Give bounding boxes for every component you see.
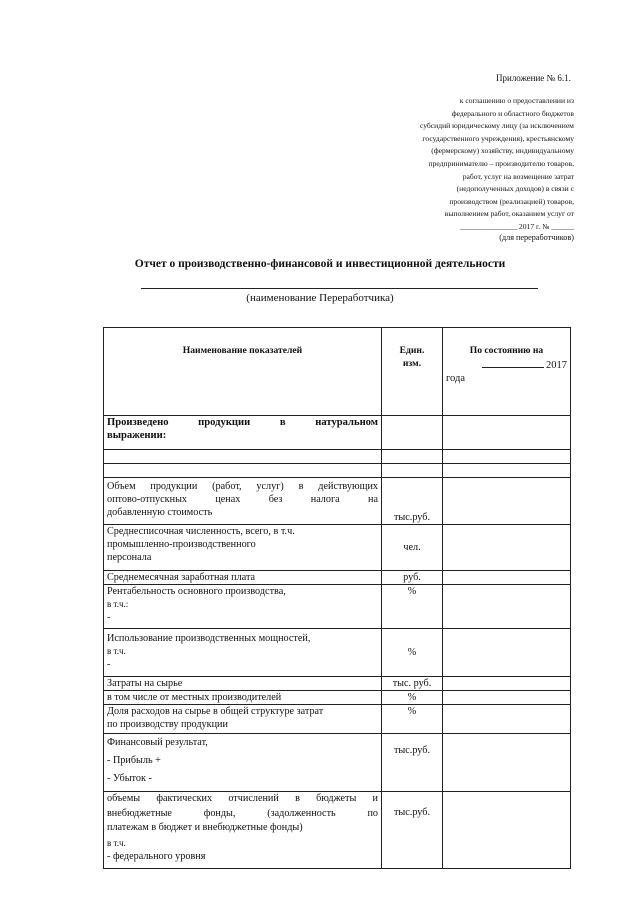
- unit-cell: %: [382, 629, 443, 677]
- table-header-row: [104, 328, 571, 416]
- unit-cell: %: [382, 705, 443, 734]
- agreement-reference: [354, 95, 574, 234]
- as-of-year: 2017: [446, 359, 567, 372]
- table-row: [104, 525, 571, 571]
- value-cell[interactable]: [443, 571, 571, 585]
- value-cell[interactable]: [443, 416, 571, 450]
- unit-cell: тыс.руб.: [382, 734, 443, 792]
- unit-cell: чел.: [382, 525, 443, 571]
- agreement-date-line: _______________ 2017 г. № ______: [460, 221, 574, 231]
- agreement-line: к соглашению о предоставлении из: [459, 96, 574, 105]
- table-row: [104, 734, 571, 792]
- value-cell[interactable]: [443, 629, 571, 677]
- headcount-label: Среднесписочная численность, всего, в т.ч. промышленно-производственного персонала: [104, 525, 382, 571]
- financial-result-label: Финансовый результат, - Прибыль + - Убыток -: [104, 734, 382, 792]
- unit-cell: тыс. руб.: [382, 677, 443, 691]
- for-processors-note: (для переработчиков): [499, 233, 574, 242]
- value-cell[interactable]: [443, 464, 571, 478]
- unit-cell: %: [382, 585, 443, 629]
- table-row: [104, 571, 571, 585]
- salary-label: Среднемесячная заработная плата: [104, 571, 382, 585]
- value-cell[interactable]: [443, 705, 571, 734]
- unit-header: [382, 328, 443, 416]
- date-blank[interactable]: [482, 367, 544, 368]
- value-cell[interactable]: [443, 734, 571, 792]
- agreement-line: государственного учреждения), крестьянскому: [422, 133, 574, 143]
- agreement-line: федерального и областного бюджетов: [451, 108, 574, 118]
- unit-cell: %: [382, 691, 443, 705]
- unit-cell: тыс.руб.: [382, 792, 443, 869]
- agreement-line: работ, услуг на возмещение затрат: [462, 171, 574, 181]
- table-row: [104, 585, 571, 629]
- report-table: [103, 327, 571, 869]
- processor-name-caption: (наименование Переработчика): [246, 292, 394, 304]
- unit-header-line: Един.: [399, 345, 425, 356]
- capacity-label: Использование производственных мощностей, в т.ч. -: [104, 629, 382, 677]
- value-cell[interactable]: [443, 450, 571, 464]
- unit-cell[interactable]: [382, 450, 443, 464]
- table-row: [104, 478, 571, 525]
- deductions-label: объемы фактических отчислений в бюджеты и внебюджетные фонды, (задолженность по платежам в бюджет и внебюджетные фонды) в т.ч. - федерального уровня: [104, 792, 382, 869]
- unit-cell[interactable]: [382, 464, 443, 478]
- agreement-line: предпринимателю – производителю товаров,: [428, 158, 574, 168]
- table-row: [104, 416, 571, 450]
- table-row: [104, 792, 571, 869]
- agreement-line: субсидий юридическому лицу (за исключением: [419, 121, 574, 131]
- volume-label: Объем продукции (работ, услуг) в действующих оптово-отпускных ценах без налога на добавленную стоимость: [104, 478, 382, 525]
- raw-share-label: Доля расходов на сырье в общей структуре затрат по производству продукции: [104, 705, 382, 734]
- table-row: [104, 450, 571, 464]
- value-cell[interactable]: [443, 525, 571, 571]
- unit-cell: руб.: [382, 571, 443, 585]
- table-row: [104, 691, 571, 705]
- blank-cell[interactable]: [104, 464, 382, 478]
- local-producers-label: в том числе от местных производителей: [104, 691, 382, 705]
- agreement-line: выполнением работ, оказанием услуг от: [444, 209, 574, 219]
- value-cell[interactable]: [443, 691, 571, 705]
- value-cell[interactable]: [443, 585, 571, 629]
- unit-header-line: изм.: [402, 358, 422, 369]
- table-row: [104, 677, 571, 691]
- produced-label: Произведено продукции в натуральном выражении:: [104, 416, 382, 450]
- unit-cell: тыс.руб.: [382, 478, 443, 525]
- blank-cell[interactable]: [104, 450, 382, 464]
- page-title: Отчет о производственно-финансовой и инвестиционной деятельности: [134, 258, 506, 270]
- table-row: [104, 464, 571, 478]
- as-of-label: По состоянию на: [469, 345, 544, 356]
- value-cell[interactable]: [443, 478, 571, 525]
- agreement-line: (недополученных доходов) в связи с: [456, 184, 574, 194]
- appendix-number: Приложение № 6.1.: [496, 73, 571, 83]
- unit-cell: [382, 416, 443, 450]
- value-cell[interactable]: [443, 792, 571, 869]
- agreement-line: (фермерскому) хозяйству, индивидуальному: [431, 146, 574, 156]
- raw-materials-label: Затраты на сырье: [104, 677, 382, 691]
- indicator-name-header: Наименование показателей: [104, 328, 382, 416]
- as-of-date-header: [443, 328, 571, 416]
- value-cell[interactable]: [443, 677, 571, 691]
- processor-name-field[interactable]: [141, 288, 538, 289]
- table-row: [104, 629, 571, 677]
- table-row: [104, 705, 571, 734]
- agreement-line: производством (реализацией) товаров,: [449, 196, 574, 206]
- profitability-label: Рентабельность основного производства, в т.ч.: -: [104, 585, 382, 629]
- as-of-year-suffix: года: [446, 373, 465, 384]
